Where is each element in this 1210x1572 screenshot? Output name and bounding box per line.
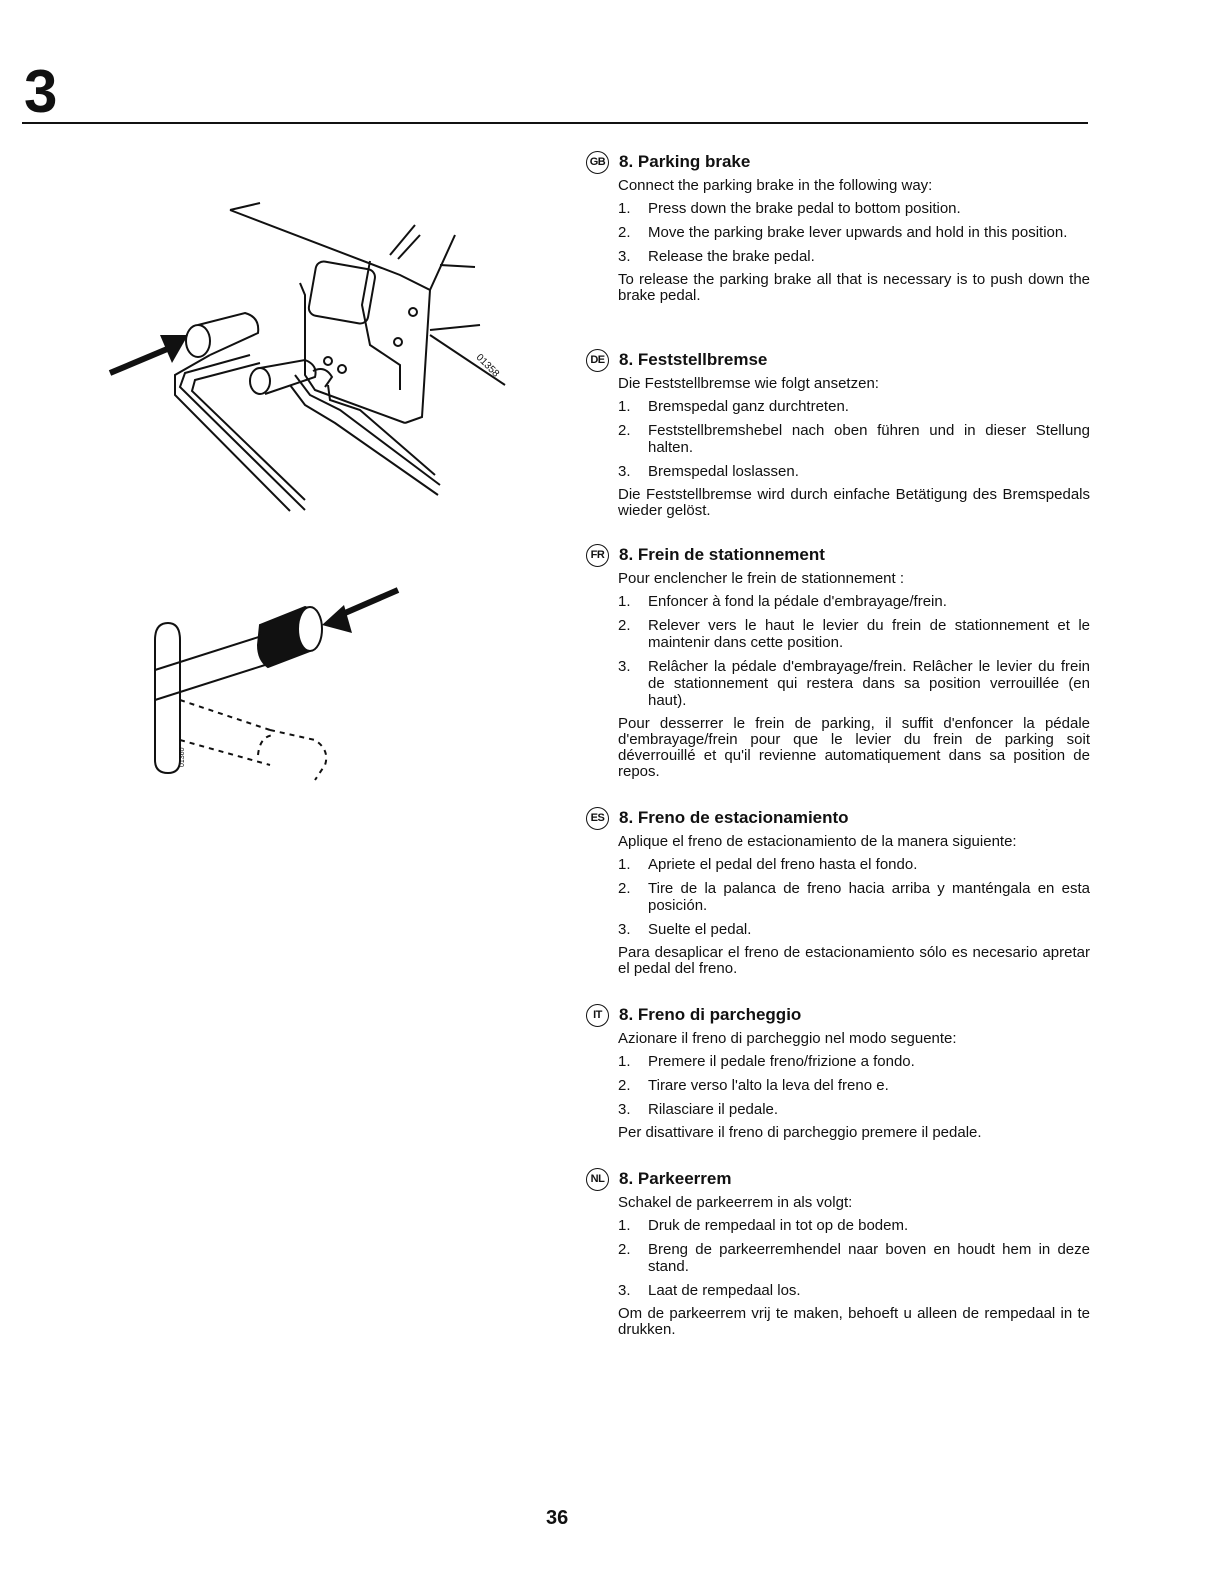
figure1-code: 01358 (473, 352, 502, 380)
section-de (586, 346, 1090, 519)
section-outro: Pour desserrer le frein de parking, il suffit d'enfoncer la pédale d'embrayage/frein pour que le levier du frein de parking soit déverrouillé et qu'il revienne automatiquement dans sa position de repos. (618, 715, 1090, 780)
section-title: 8. Freno di parcheggio (619, 1005, 802, 1024)
page-number: 36 (546, 1507, 569, 1529)
list-item: 2. Breng de parkeerremhendel naar boven en houdt hem in deze stand. (618, 1241, 1090, 1275)
section-es (586, 804, 1090, 977)
instructions-column (586, 148, 1090, 1338)
list-item: 1. Premere il pedale freno/frizione a fondo. (618, 1053, 915, 1070)
list-item: 3. Relâcher la pédale d'embrayage/frein. Relâcher le levier du frein de stationnement qui restera dans sa position verrouillée (en haut). (618, 658, 1090, 709)
list-item: 1. Apriete el pedal del freno hasta el fondo. (618, 856, 918, 873)
list-item: 1. Enfoncer à fond la pédale d'embrayage/frein. (618, 593, 947, 610)
section-intro: Die Feststellbremse wie folgt ansetzen: (618, 375, 879, 392)
section-outro: To release the parking brake all that is necessary is to push down the brake pedal. (618, 271, 1090, 304)
list-item: 2. Move the parking brake lever upwards and hold in this position. (618, 224, 1068, 241)
list-item: 2. Feststellbremshebel nach oben führen und in dieser Stellung halten. (618, 422, 1090, 456)
language-badge-fr: FR (586, 544, 609, 567)
section-title: 8. Feststellbremse (619, 350, 768, 369)
language-badge-nl: NL (586, 1168, 609, 1191)
section-it (586, 1001, 1090, 1141)
list-item: 3. Bremspedal loslassen. (618, 463, 799, 480)
list-item: 3. Release the brake pedal. (618, 248, 815, 265)
language-badge-it: IT (586, 1004, 609, 1027)
list-item: 2. Tirare verso l'alto la leva del freno e. (618, 1077, 889, 1094)
section-outro: Para desaplicar el freno de estacionamiento sólo es necesario apretar el pedal del freno. (618, 944, 1090, 977)
header-rule (22, 122, 1088, 124)
section-intro: Azionare il freno di parcheggio nel modo seguente: (618, 1030, 957, 1047)
language-badge-es: ES (586, 807, 609, 830)
section-intro: Schakel de parkeerrem in als volgt: (618, 1194, 853, 1211)
list-item: 3. Laat de rempedaal los. (618, 1282, 801, 1299)
section-outro: Per disattivare il freno di parcheggio premere il pedale. (618, 1124, 982, 1141)
section-title: 8. Parking brake (619, 152, 751, 171)
list-item: 3. Rilasciare il pedale. (618, 1101, 779, 1118)
section-title: 8. Freno de estacionamiento (619, 808, 849, 827)
list-item: 2. Relever vers le haut le levier du frein de stationnement et le maintenir dans cette position. (618, 617, 1090, 651)
list-item: 1. Bremspedal ganz durchtreten. (618, 398, 849, 415)
lever-detail-illustration (140, 575, 420, 795)
chapter-number: 3 (24, 58, 57, 125)
section-outro: Die Feststellbremse wird durch einfache Betätigung des Bremspedals wieder gelöst. (618, 486, 1090, 519)
language-badge-de: DE (586, 349, 609, 372)
figure2-code: 01360 (179, 747, 186, 767)
section-outro: Om de parkeerrem vrij te maken, behoeft u alleen de rempedaal in te drukken. (618, 1305, 1090, 1338)
section-intro: Aplique el freno de estacionamiento de la manera siguiente: (618, 833, 1017, 850)
section-gb (586, 148, 1090, 304)
section-intro: Connect the parking brake in the following way: (618, 177, 933, 194)
brake-pedal-illustration (100, 195, 520, 525)
section-intro: Pour enclencher le frein de stationnement : (618, 570, 905, 587)
list-item: 1. Druk de rempedaal in tot op de bodem. (618, 1217, 909, 1234)
section-fr (586, 541, 1090, 780)
list-item: 2. Tire de la palanca de freno hacia arriba y manténgala en esta posición. (618, 880, 1090, 914)
section-nl (586, 1165, 1090, 1338)
section-title: 8. Frein de stationnement (619, 545, 825, 564)
language-badge-gb: GB (586, 151, 609, 174)
list-item: 1. Press down the brake pedal to bottom position. (618, 200, 961, 217)
list-item: 3. Suelte el pedal. (618, 921, 752, 938)
section-title: 8. Parkeerrem (619, 1169, 732, 1188)
